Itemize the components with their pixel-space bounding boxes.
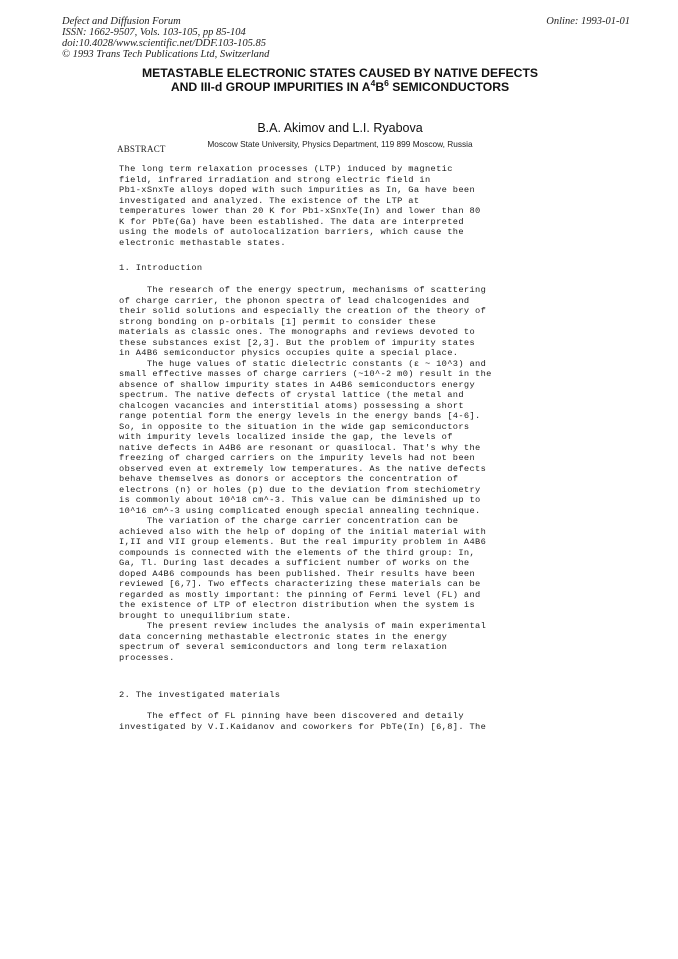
text-line: achieved also with the help of doping of the initial material with — [119, 526, 487, 537]
text-line: electrons (n) or holes (p) due to the deviation from stechiometry — [119, 484, 481, 495]
affiliation: Moscow State University, Physics Department, 119 899 Moscow, Russia — [207, 139, 473, 149]
text-line: The variation of the charge carrier concentration can be — [119, 516, 459, 526]
section-2-body — [119, 711, 559, 732]
title-text: AND III-d GROUP IMPURITIES IN A — [170, 80, 371, 94]
text-line: their solid solutions and especially the creation of the theory of — [119, 306, 487, 316]
title-line-2 — [100, 77, 580, 94]
abstract-body — [119, 164, 559, 248]
text-line: behave themselves as donors or acceptors the concentration of — [119, 474, 459, 484]
text-line: The research of the energy spectrum, mechanisms of scattering — [119, 285, 487, 295]
text-line: Ga, Tl. During last decades a sufficient number of works on the — [119, 558, 470, 568]
title-text: B — [375, 80, 385, 94]
issn-line: ISSN: 1662-9507, Vols. 103-105, pp 85-104 — [62, 27, 246, 38]
text-line: investigated and analyzed. The existence of the LTP at — [119, 195, 420, 206]
text-line: K for PbTe(Ga) have been established. The data are interpreted — [119, 216, 464, 227]
text-line: with impurity levels localized inside the gap, the levels of — [119, 432, 453, 442]
abstract-heading: ABSTRACT — [117, 144, 166, 154]
text-line: electronic methastable states. — [119, 237, 286, 248]
text-line: So, in opposite to the situation in the wide gap semiconductors — [119, 421, 470, 432]
authors: B.A. Akimov and L.I. Ryabova — [257, 121, 423, 135]
text-line: in A4B6 semiconductor physics occupies quite a special place. — [119, 348, 459, 358]
text-line: doped A4B6 compounds has been published. Their results have been — [119, 568, 476, 579]
text-line: these substances exist [2,3]. But the problem of impurity states — [119, 337, 476, 348]
text-line: reviewed [6,7]. Two effects characterizing these materials can be — [119, 579, 481, 589]
text-line: brought to unequilibrium state. — [119, 610, 292, 621]
text-line: materials as classic ones. The monographs and reviews devoted to — [119, 327, 476, 337]
doi-line: doi:10.4028/www.scientific.net/DDF.103-105.85 — [62, 38, 267, 49]
text-line: investigated by V.I.Kaidanov and coworkers for PbTe(In) [6,8]. The — [119, 721, 487, 732]
text-line: temperatures lower than 20 K for Pb1-xSnxTe(In) and lower than 80 — [119, 206, 481, 216]
copyright-line: © 1993 Trans Tech Publications Ltd, Switzerland — [62, 49, 270, 60]
text-line: chalcogen vacancies and interstitial atoms) possessing a short — [119, 400, 464, 411]
text-line: I,II and VII group elements. But the real impurity problem in A4B6 — [119, 537, 487, 547]
journal-citation-header — [62, 16, 269, 60]
text-line: The present review includes the analysis of main experimental — [119, 621, 487, 631]
text-line: processes. — [119, 652, 175, 663]
text-line: spectrum. The native defects of crystal lattice (the metal and — [119, 390, 464, 400]
title-superscript: 4 — [370, 77, 376, 88]
text-line: freezing of charged carriers on the impurity levels had not been — [119, 453, 476, 463]
title-text: SEMICONDUCTORS — [388, 80, 510, 94]
text-line: compounds is connected with the elements of the third group: In, — [119, 547, 476, 558]
text-line: absence of shallow impurity states in A4B6 semiconductors energy — [119, 379, 476, 390]
text-line: small effective masses of charge carriers (~10^-2 m0) result in the — [119, 369, 492, 379]
text-line: using the models of autolocalization barriers, which cause the — [119, 227, 464, 237]
text-line: range potential form the energy levels in the energy bands [4-6]. — [119, 411, 481, 421]
text-line: the existence of LTP of electron distribution when the system is — [119, 600, 476, 610]
text-line: strong bonding on p-orbitals [1] permit to consider these — [119, 316, 437, 327]
text-line: observed even at extremely low temperatures. As the native defects — [119, 463, 487, 474]
text-line: spectrum of several semiconductors and long term relaxation — [119, 642, 448, 652]
title-line-1: METASTABLE ELECTRONIC STATES CAUSED BY NATIVE DEFECTS — [141, 66, 539, 80]
section-1-body — [119, 285, 559, 663]
title-superscript: 6 — [384, 77, 389, 88]
text-line: Pb1-xSnxTe alloys doped with such impurities as In, Ga have been — [119, 185, 476, 195]
text-line: data concerning methastable electronic states in the energy — [119, 631, 448, 642]
journal-name: Defect and Diffusion Forum — [62, 16, 181, 27]
text-line: The huge values of static dielectric constants (ε ~ 10^3) and — [119, 358, 487, 369]
paper-title — [100, 66, 580, 94]
text-line: The long term relaxation processes (LTP) induced by magnetic — [119, 164, 453, 174]
text-line: of charge carrier, the phonon spectra of lead chalcogenides and — [119, 295, 470, 306]
text-line: field, infrared irradiation and strong electric field in — [119, 174, 431, 185]
section-2-heading: 2. The investigated materials — [119, 690, 281, 700]
text-line: The effect of FL pinning have been discovered and detaily — [119, 711, 464, 721]
text-line: native defects in A4B6 are resonant or quasilocal. That's why the — [119, 442, 481, 453]
text-line: is commonly about 10^18 cm^-3. This value can be diminished up to — [119, 495, 481, 505]
text-line: 10^16 cm^-3 using complicated enough special annealing technique. — [119, 505, 481, 516]
section-1-heading: 1. Introduction — [119, 263, 203, 273]
text-line: regarded as mostly important: the pinning of Fermi level (FL) and — [119, 589, 481, 600]
online-date: Online: 1993-01-01 — [546, 16, 630, 27]
